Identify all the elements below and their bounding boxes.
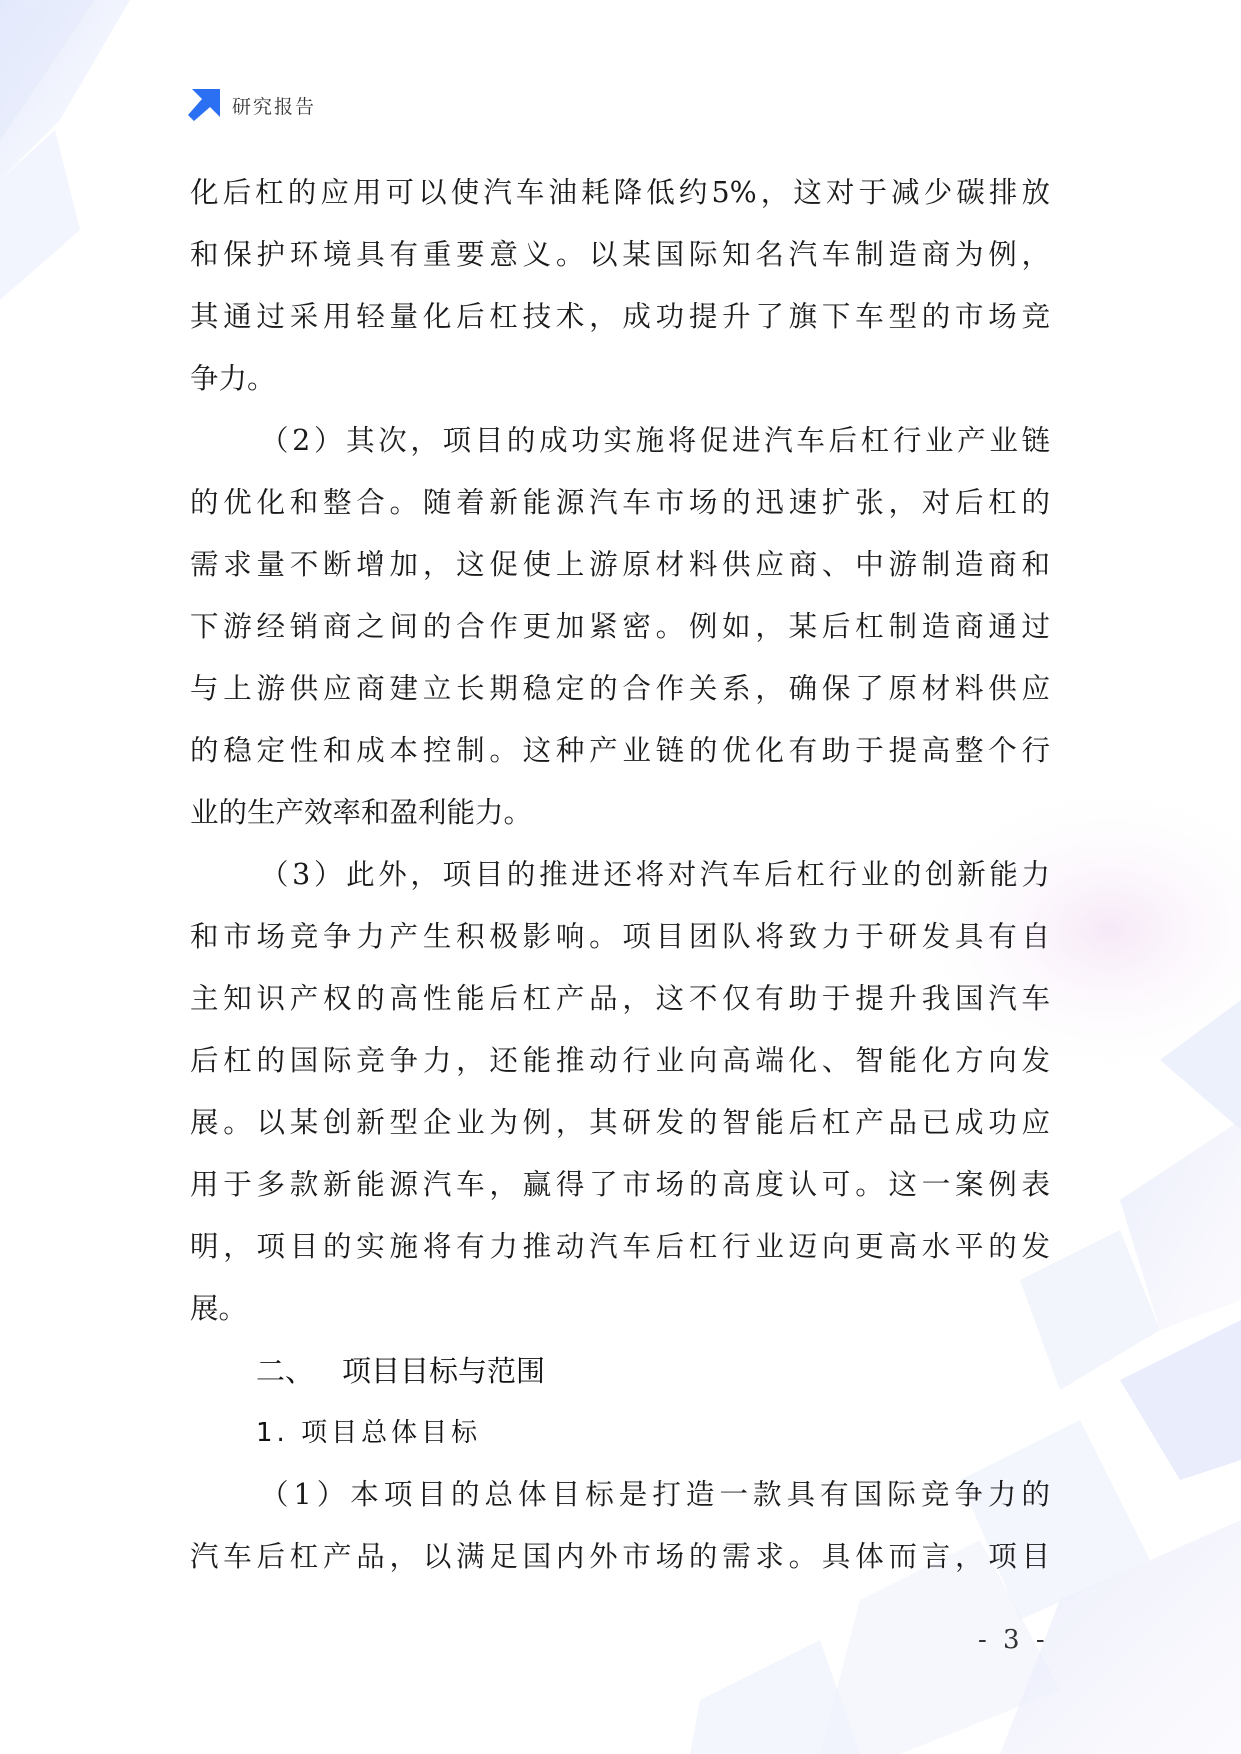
section-number: 二、 bbox=[256, 1354, 315, 1388]
text-line: 的优化和整合。随着新能源汽车市场的迅速扩张，对后杠的 bbox=[190, 486, 1050, 519]
text-line: 和保护环境具有重要意义。以某国际知名汽车制造商为例， bbox=[190, 238, 1050, 271]
text-line: 需求量不断增加，这促使上游原材料供应商、中游制造商和 bbox=[190, 548, 1050, 581]
section-heading bbox=[190, 1340, 1050, 1402]
text-line: 与上游供应商建立长期稳定的合作关系，确保了原材料供应 bbox=[190, 672, 1050, 705]
subsection-heading: 1. 项目总体目标 bbox=[256, 1418, 482, 1448]
text-line: 化后杠的应用可以使汽车油耗降低约5%，这对于减少碳排放 bbox=[190, 176, 1050, 209]
text-line: 后杠的国际竞争力，还能推动行业向高端化、智能化方向发 bbox=[190, 1044, 1050, 1077]
text-line: 汽车后杠产品，以满足国内外市场的需求。具体而言，项目 bbox=[190, 1540, 1050, 1573]
text-line: 争力。 bbox=[190, 362, 276, 395]
text-line: 业的生产效率和盈利能力。 bbox=[190, 796, 533, 829]
text-line: 展。 bbox=[190, 1292, 248, 1325]
page-number: - 3 - bbox=[978, 1625, 1049, 1655]
text-line: 展。以某创新型企业为例，其研发的智能后杠产品已成功应 bbox=[190, 1106, 1050, 1139]
text-line: 用于多款新能源汽车，赢得了市场的高度认可。这一案例表 bbox=[190, 1168, 1050, 1201]
header-title: 研究报告 bbox=[232, 95, 317, 118]
text-line: 下游经销商之间的合作更加紧密。例如，某后杠制造商通过 bbox=[190, 610, 1050, 643]
text-line: （3）此外，项目的推进还将对汽车后杠行业的创新能力 bbox=[260, 858, 1050, 891]
text-line: 明，项目的实施将有力推动汽车后杠行业迈向更高水平的发 bbox=[190, 1230, 1050, 1263]
report-header bbox=[188, 88, 316, 122]
text-line: 其通过采用轻量化后杠技术，成功提升了旗下车型的市场竞 bbox=[190, 300, 1050, 333]
text-line: 和市场竞争力产生积极影响。项目团队将致力于研发具有自 bbox=[190, 920, 1050, 953]
text-line: 的稳定性和成本控制。这种产业链的优化有助于提高整个行 bbox=[190, 734, 1050, 767]
text-line: 主知识产权的高性能后杠产品，这不仅有助于提升我国汽车 bbox=[190, 982, 1050, 1015]
document-body bbox=[190, 162, 1050, 1588]
arrow-up-right-icon bbox=[188, 89, 220, 121]
text-line: （1）本项目的总体目标是打造一款具有国际竞争力的 bbox=[260, 1478, 1050, 1511]
text-line: （2）其次，项目的成功实施将促进汽车后杠行业产业链 bbox=[260, 424, 1050, 457]
section-title: 项目目标与范围 bbox=[342, 1354, 546, 1388]
